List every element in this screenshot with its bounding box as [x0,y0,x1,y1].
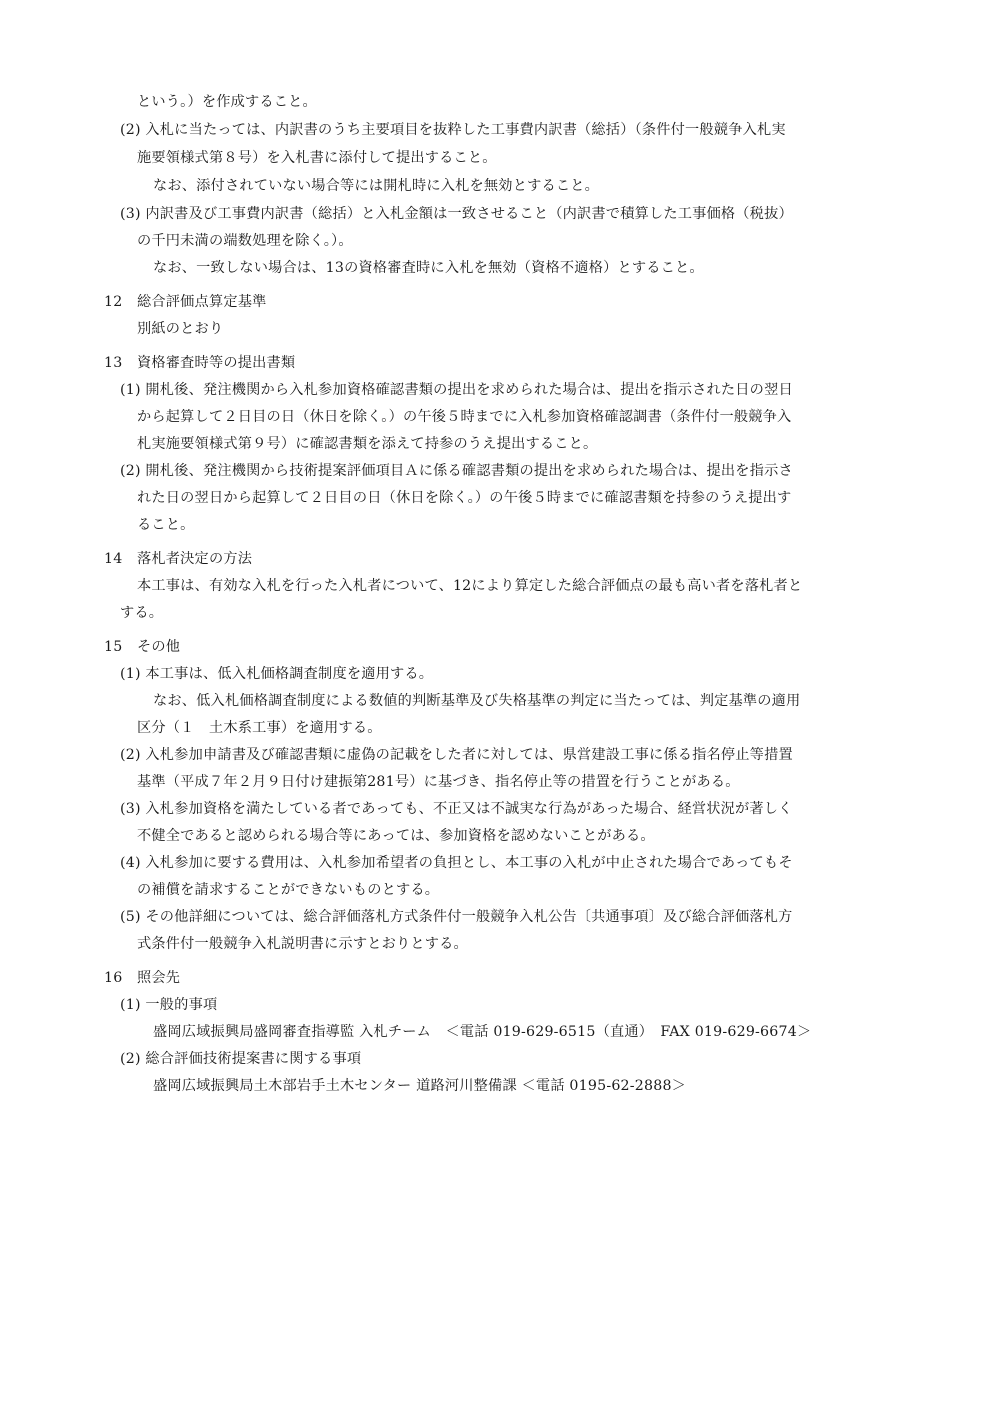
text-line: なお、一致しない場合は、13の資格審査時に入札を無効（資格不適格）とすること。 [153,260,704,276]
section-heading: 落札者決定の方法 [137,551,253,567]
section-heading: 資格審査時等の提出書類 [137,355,296,371]
text-line: 別紙のとおり [137,321,224,337]
text-line: ること。 [137,517,195,533]
text-line: 区分（１ 土木系工事）を適用する。 [137,720,382,736]
list-item-text: (5) その他詳細については、総合評価落札方式条件付一般競争入札公告〔共通事項〕及び総合評価落札方 [120,909,793,925]
list-item-text: (2) 開札後、発注機関から技術提案評価項目Ａに係る確認書類の提出を求められた場合は、提出を指示さ [120,463,793,479]
text-line: 札実施要領様式第９号）に確認書類を添えて持参のうえ提出すること。 [137,436,598,452]
section-number: 13 [104,355,123,371]
section-number: 16 [104,970,123,986]
contact-line: 盛岡広域振興局土木部岩手土木センター 道路河川整備課 ＜電話 0195-62-2888＞ [153,1078,687,1094]
section-heading: その他 [137,639,181,655]
contact-line: 盛岡広域振興局盛岡審査指導監 入札チーム ＜電話 019-629-6515（直通） FAX 019-629-6674＞ [153,1024,812,1040]
text-line: から起算して２日目の日（休日を除く。）の午後５時までに入札参加資格確認調書（条件付一般競争入 [137,409,792,425]
section-heading: 照会先 [137,970,181,986]
list-item-text: (2) 入札参加申請書及び確認書類に虚偽の記載をした者に対しては、県営建設工事に係る指名停止等措置 [120,747,793,763]
list-item-text: (4) 入札参加に要する費用は、入札参加希望者の負担とし、本工事の入札が中止された場合であってもそ [120,855,793,871]
text-line: れた日の翌日から起算して２日目の日（休日を除く。）の午後５時までに確認書類を持参のうえ提出す [137,490,792,506]
section-number: 14 [104,551,123,567]
text-line: という。）を作成すること。 [137,94,317,110]
list-item-text: (1) 一般的事項 [120,997,218,1013]
text-line: なお、添付されていない場合等には開札時に入札を無効とすること。 [153,178,600,194]
list-item-text: (1) 開札後、発注機関から入札参加資格確認書類の提出を求められた場合は、提出を指示された日の翌日 [120,382,793,398]
text-line: なお、低入札価格調査制度による数値的判断基準及び失格基準の判定に当たっては、判定基準の適用 [153,693,801,709]
list-item-text: (2) 入札に当たっては、内訳書のうち主要項目を抜粋した工事費内訳書（総括）（条件付一般競争入札実 [120,122,786,138]
list-item-text: (1) 本工事は、低入札価格調査制度を適用する。 [120,666,434,682]
text-line: の補償を請求することができないものとする。 [137,882,440,898]
text-line: 不健全であると認められる場合等にあっては、参加資格を認めないことがある。 [137,828,655,844]
list-item-text: (2) 総合評価技術提案書に関する事項 [120,1051,362,1067]
text-line: 施要領様式第８号）を入札書に添付して提出すること。 [137,150,497,166]
section-number: 15 [104,639,123,655]
list-item-text: (3) 入札参加資格を満たしている者であっても、不正又は不誠実な行為があった場合、経営状況が著しく [120,801,793,817]
text-line: 基準（平成７年２月９日付け建振第281号）に基づき、指名停止等の措置を行うことがある。 [137,774,740,790]
text-line: 本工事は、有効な入札を行った入札者について、12により算定した総合評価点の最も高い者を落札者と [137,578,803,594]
text-line: 式条件付一般競争入札説明書に示すとおりとする。 [137,936,468,952]
text-line: の千円未満の端数処理を除く。）。 [137,233,353,249]
text-line: する。 [120,605,164,621]
section-number: 12 [104,294,123,310]
section-heading: 総合評価点算定基準 [137,294,267,310]
list-item-text: (3) 内訳書及び工事費内訳書（総括）と入札金額は一致させること（内訳書で積算した工事価格（税抜） [120,206,793,222]
